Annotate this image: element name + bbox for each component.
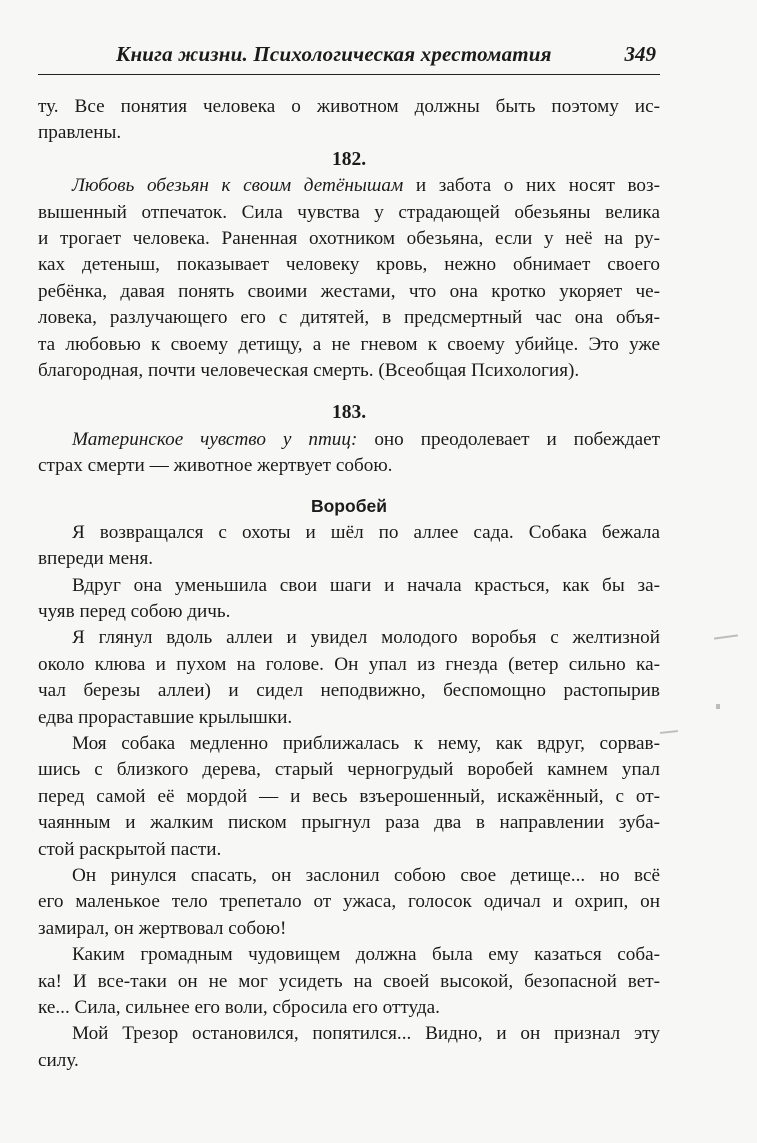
text-line: ке... Сила, сильнее его воли, сбросила его оттуда. — [38, 996, 440, 1018]
text-line: замирал, он жертвовал собою! — [38, 917, 287, 939]
text-line: Каким громадным чудовищем должна была ему казаться соба- — [72, 944, 660, 966]
text-line: около клюва и пухом на голове. Он упал из гнезда (ветер сильно ка- — [38, 653, 660, 675]
text-line: страх смерти — животное жертвует собою. — [38, 455, 393, 477]
story-title: Воробей — [310, 496, 387, 517]
text-line: ка! И все-таки он не мог усидеть на своей высокой, безопасной вет- — [38, 970, 660, 992]
text-line: благородная, почти человеческая смерть. (Всеобщая Психология). — [38, 359, 580, 381]
text-line: правлены. — [38, 122, 122, 144]
text-line: чаянным и жалким писком прыгнул раза два в направлении зуба- — [38, 812, 660, 834]
text-line: Мой Трезор остановился, попятился... Видно, и он признал эту — [72, 1023, 660, 1045]
text-line: его маленькое тело трепетало от ужаса, голосок одичал и охрип, он — [38, 891, 660, 913]
scan-speck — [660, 730, 678, 734]
text-line: ребёнка, давая понять своими жестами, что она кротко укоряет че- — [38, 280, 660, 302]
text-line: шись с близкого дерева, старый черногрудый воробей камнем упал — [38, 759, 660, 781]
text-run: и забота о них носят воз- — [403, 175, 660, 197]
scan-speck — [714, 634, 738, 639]
text-line: та любовью к своему детищу, а не гневом к своему убийце. Это уже — [38, 333, 660, 355]
text-line: ловека, разлучающего его с дитятей, в предсмертный час она объя- — [38, 307, 660, 329]
text-line: Вдруг она уменьшила свои шаги и начала красться, как бы за- — [72, 574, 660, 596]
text-line: впереди меня. — [38, 548, 154, 570]
text-line: Он ринулся спасать, он заслонил собою свое детище... но всё — [72, 864, 660, 886]
scan-speck — [716, 704, 720, 709]
running-title: Книга жизни. Психологическая хрестоматия — [116, 42, 552, 66]
text-line — [38, 173, 660, 199]
text-run: оно преодолевает и побеждает — [357, 428, 661, 450]
section-number-182: 182. — [331, 148, 367, 170]
text-line — [38, 427, 660, 453]
text-line: Я возвращался с охоты и шёл по аллее сада. Собака бежала — [72, 521, 660, 543]
italic-phrase: Любовь обезьян к своим детёнышам — [72, 175, 404, 197]
text-line: едва прораставшие крылышки. — [38, 706, 293, 728]
section-number-183: 183. — [331, 402, 367, 424]
text-line: стой раскрытой пасти. — [38, 838, 222, 860]
text-line: чуяв перед собою дичь. — [38, 601, 231, 623]
text-line: Моя собака медленно приближалась к нему, как вдруг, сорвав- — [72, 732, 660, 754]
text-line: силу. — [38, 1049, 79, 1071]
text-line: ту. Все понятия человека о животном должны быть поэтому ис- — [38, 96, 660, 117]
text-line: ках детеныш, показывает человеку кровь, нежно обнимает своего — [38, 254, 660, 276]
text-line: вышенный отпечаток. Сила чувства у страдающей обезьяны велика — [38, 201, 660, 223]
text-line: перед самой её мордой — и весь взъерошенный, искажённый, с от- — [38, 785, 660, 807]
italic-phrase: Материнское чувство у птиц: — [72, 428, 358, 450]
text-line: Я глянул вдоль аллеи и увидел молодого воробья с желтизной — [72, 627, 660, 649]
body-text — [38, 94, 660, 1074]
running-header — [38, 40, 660, 75]
page-number: 349 — [624, 42, 656, 66]
text-line: и трогает человека. Раненная охотником обезьяна, если у неё на ру- — [38, 227, 660, 249]
text-line: чал березы аллеи) и сидел неподвижно, беспомощно растопырив — [38, 680, 660, 702]
